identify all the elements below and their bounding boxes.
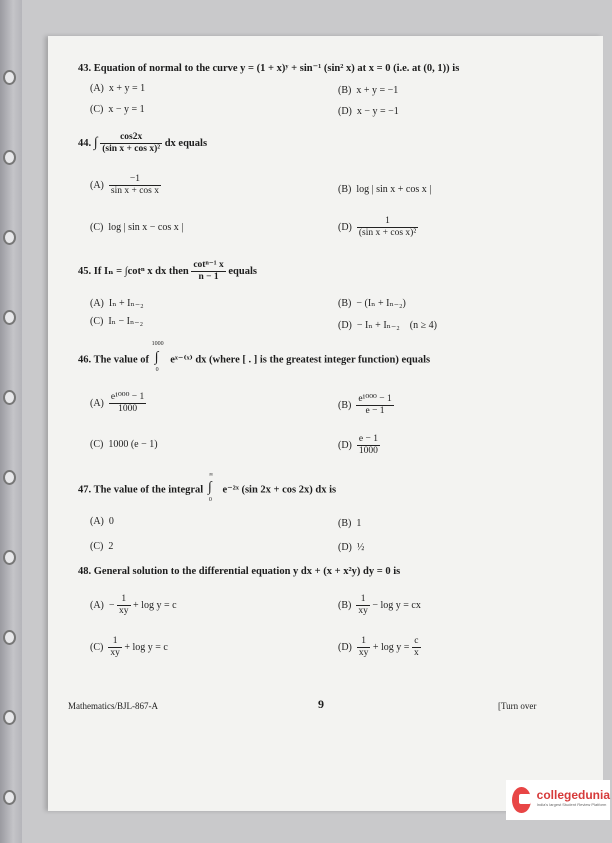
- option-44-a: (A) $\frac{-1}{\text{sin x + cos x}}$: [90, 174, 159, 196]
- collegedunia-logo: [506, 780, 610, 820]
- paper-code: Mathematics/BJL-867-A: [68, 701, 158, 711]
- logo-tagline: India's largest Student Review Platform: [536, 802, 607, 807]
- question-text: If Iₙ = ∫cotⁿ x dx then: [93, 265, 189, 277]
- question-text: equals: [228, 265, 257, 277]
- option-45-b: (B) − (Iₙ + Iₙ₋₂): [338, 298, 406, 309]
- question-43: [78, 62, 459, 74]
- option-43-a: (A) x + y = 1: [90, 83, 146, 94]
- question-number: 46.: [78, 354, 92, 366]
- integral-sign: ∫: [93, 135, 98, 151]
- option-46-a: (A) $\frac{\text{e¹⁰⁰⁰ − 1}}{1000}$: [90, 392, 145, 414]
- page-number: 9: [318, 697, 324, 711]
- option-47-c: (C) 2: [90, 541, 114, 552]
- question-text: The value of: [93, 354, 149, 366]
- option-43-c: (C) x − y = 1: [90, 104, 145, 115]
- option-46-c: (C) 1000 (e − 1): [90, 439, 158, 450]
- definite-integral: ∞ ∫ 0: [207, 472, 214, 503]
- punch-hole: [3, 550, 16, 565]
- question-text: Equation of normal to the curve y = (1 + x)ʸ + sin⁻¹ (sin² x) at x = 0 (i.e. at (0, 1)) is: [93, 63, 460, 74]
- punch-hole: [3, 630, 16, 645]
- mascot-icon: [512, 787, 531, 813]
- option-48-b: (B) $\frac{1}{xy}$ − log y = cx: [338, 594, 421, 616]
- question-text: dx equals: [164, 137, 208, 149]
- punch-hole: [3, 470, 16, 485]
- question-number: 43.: [78, 63, 92, 74]
- question-number: 47.: [78, 484, 92, 496]
- punch-hole: [3, 150, 16, 165]
- question-number: 48.: [78, 566, 92, 577]
- punch-hole: [3, 710, 16, 725]
- turn-over-note: [Turn over: [498, 701, 537, 711]
- option-47-b: (B) 1: [338, 518, 362, 529]
- option-45-a: (A) Iₙ + Iₙ₋₂: [90, 298, 144, 309]
- option-43-b: (B) x + y = −1: [338, 85, 399, 96]
- question-47: [78, 472, 337, 503]
- logo-name: collegedunia: [536, 788, 610, 802]
- question-fraction: $\frac{\cos 2x}{\text{(sin x + cos x)²}}$: [102, 132, 161, 154]
- option-46-b: (B) $\frac{\text{e¹⁰⁰⁰ − 1}}{e - 1}$: [338, 394, 392, 416]
- binder-edge: [0, 0, 22, 843]
- option-45-c: (C) Iₙ − Iₙ₋₂: [90, 316, 144, 327]
- question-fraction: $\frac{\text{cotⁿ⁻¹ x}}{n - 1}$: [193, 260, 224, 282]
- option-47-d: (D) ½: [338, 542, 365, 553]
- option-44-b: (B) log | sin x + cos x |: [338, 184, 432, 195]
- option-44-d: (D) $\frac{1}{\text{(sin x + cos x)²}}$: [338, 216, 417, 238]
- punch-hole: [3, 230, 16, 245]
- option-45-d: (D) − Iₙ + Iₙ₋₂ (n ≥ 4): [338, 320, 437, 331]
- question-46: [78, 341, 431, 373]
- question-45: [78, 260, 257, 283]
- question-text: eˣ⁻⁽ˣ⁾ dx (where [ . ] is the greatest integer function) equals: [170, 354, 431, 366]
- option-44-c: (C) log | sin x − cos x |: [90, 222, 184, 233]
- option-43-d: (D) x − y = −1: [338, 106, 399, 117]
- question-text: General solution to the differential equation y dx + (x + x²y) dy = 0 is: [93, 566, 401, 577]
- punch-hole: [3, 790, 16, 805]
- option-47-a: (A) 0: [90, 516, 114, 527]
- option-48-a: (A) − $\frac{1}{xy}$ + log y = c: [90, 594, 177, 616]
- option-46-d: (D) $\frac{e - 1}{1000}$: [338, 434, 378, 456]
- question-48: [78, 566, 400, 577]
- option-48-d: (D) $\frac{1}{xy}$ + log y = $\frac{c}{x}$: [338, 636, 419, 658]
- exam-page: [48, 36, 603, 811]
- punch-hole: [3, 310, 16, 325]
- punch-hole: [3, 390, 16, 405]
- question-number: 44.: [78, 137, 92, 149]
- question-44: [78, 132, 207, 155]
- question-text: The value of the integral: [93, 484, 204, 496]
- punch-hole: [3, 70, 16, 85]
- option-48-c: (C) $\frac{1}{xy}$ + log y = c: [90, 636, 168, 658]
- question-number: 45.: [78, 265, 92, 277]
- question-text: e⁻²ˣ (sin 2x + cos 2x) dx is: [222, 484, 337, 496]
- definite-integral: 1000 ∫ 0: [151, 341, 164, 373]
